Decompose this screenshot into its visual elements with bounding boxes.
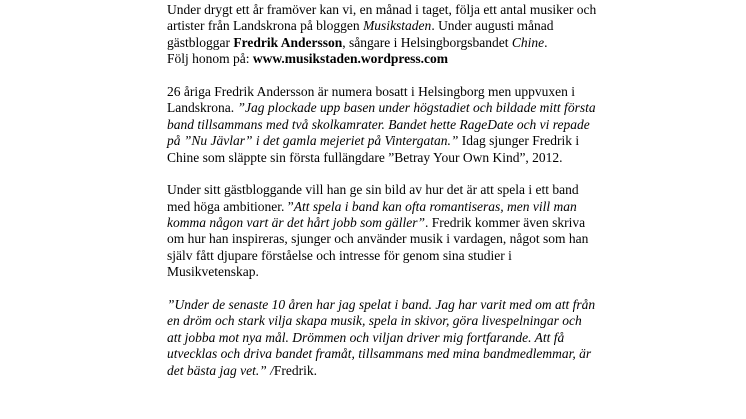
intro-text-1: Under drygt ett år framöver kan vi, en månad i taget, följa ett antal musiker och — [167, 2, 597, 17]
quote-text-5: det bästa jag vet.” / — [167, 362, 274, 378]
bio-text-2: Landskrona. — [167, 100, 238, 116]
follow-label: Följ honom på: — [167, 51, 253, 67]
guest-paragraph — [167, 182, 667, 280]
intro-text-2: artister från Landskrona på bloggen — [167, 18, 364, 34]
guest-line-2 — [167, 199, 667, 215]
bio-paragraph — [167, 84, 667, 166]
intro-line-4 — [167, 51, 667, 67]
guest-text-3-end: . Fredrik kommer även skriva — [425, 215, 586, 231]
guest-line-1 — [167, 182, 667, 198]
quote-signature: Fredrik. — [273, 362, 317, 378]
blog-name: Musikstaden — [363, 18, 432, 34]
quote-text-2: en dröm och stark vilja skapa musik, spela in skivor, göra livespelningar och — [167, 313, 582, 329]
document-page — [167, 2, 667, 379]
guest-line-5 — [167, 248, 667, 264]
quote-line-1 — [167, 297, 667, 313]
intro-text-2-end: . Under augusti månad — [431, 18, 554, 34]
bio-quote-2: band tillsammans med två skolkamrater. Bandet hette RageDate och vi repade — [167, 116, 590, 132]
guest-line-3 — [167, 215, 667, 231]
guest-quote-1: Att spela i band kan ofta romantiseras, men vill man — [293, 198, 577, 214]
bio-quote-3: på ”Nu Jävlar” i det gamla mejeriet på Vintergatan.” — [167, 133, 459, 149]
guest-text-1: Under sitt gästbloggande vill han ge sin bild av hur det är att spela i ett band — [167, 182, 579, 198]
bio-line-3 — [167, 117, 667, 133]
guest-line-6 — [167, 264, 667, 280]
bio-line-5 — [167, 150, 667, 166]
band-name: Chine — [511, 34, 545, 50]
quote-text-4: utvecklas och driva bandet framåt, tillsammans med mina bandmedlemmar, är — [167, 346, 592, 362]
quote-line-4 — [167, 346, 667, 362]
guest-text-2: med höga ambitioner. ” — [167, 198, 294, 214]
bio-text-4-end: Idag sjunger Fredrik i — [458, 133, 580, 149]
bio-quote-1: ”Jag plockade upp basen under högstadiet och bildade mitt första — [237, 100, 596, 116]
bio-line-4 — [167, 133, 667, 149]
quote-text-1: ”Under de senaste 10 åren har jag spelat i band. Jag har varit med om att från — [167, 297, 596, 313]
intro-text-3-mid: , sångare i Helsingborgsbandet — [342, 34, 512, 50]
guest-text-5: själv fått djupare förståelse och intresse för genom sina studier i — [167, 247, 512, 263]
bio-text-5: Chine som släppte sin första fullängdare ”Betray Your Own Kind”, 2012. — [167, 149, 563, 165]
guest-name: Fredrik Andersson — [233, 34, 343, 50]
guest-text-4: om hur han inspireras, sjunger och använder musik i vardagen, något som han — [167, 231, 589, 247]
quote-paragraph — [167, 297, 667, 379]
bio-text-1: 26 åriga Fredrik Andersson är numera bosatt i Helsingborg men uppvuxen i — [167, 83, 576, 99]
guest-line-4 — [167, 231, 667, 247]
quote-text-3: att jobba mot nya mål. Drömmen och viljan driver mig fortfarande. Att få — [167, 329, 565, 345]
intro-text-3: gästbloggar — [167, 34, 234, 50]
intro-text-3-end: . — [544, 34, 548, 50]
blog-url-link[interactable]: www.musikstaden.wordpress.com — [252, 51, 449, 67]
quote-line-2 — [167, 313, 667, 329]
quote-line-3 — [167, 330, 667, 346]
intro-line-1 — [167, 2, 667, 18]
guest-text-6: Musikvetenskap. — [167, 264, 259, 280]
bio-line-1 — [167, 84, 667, 100]
intro-line-3 — [167, 35, 667, 51]
bio-line-2 — [167, 100, 667, 116]
intro-paragraph — [167, 2, 667, 68]
intro-line-2 — [167, 18, 667, 34]
guest-quote-2: komma någon vart är det hårt jobb som gäller” — [167, 215, 425, 231]
quote-line-5 — [167, 363, 667, 379]
